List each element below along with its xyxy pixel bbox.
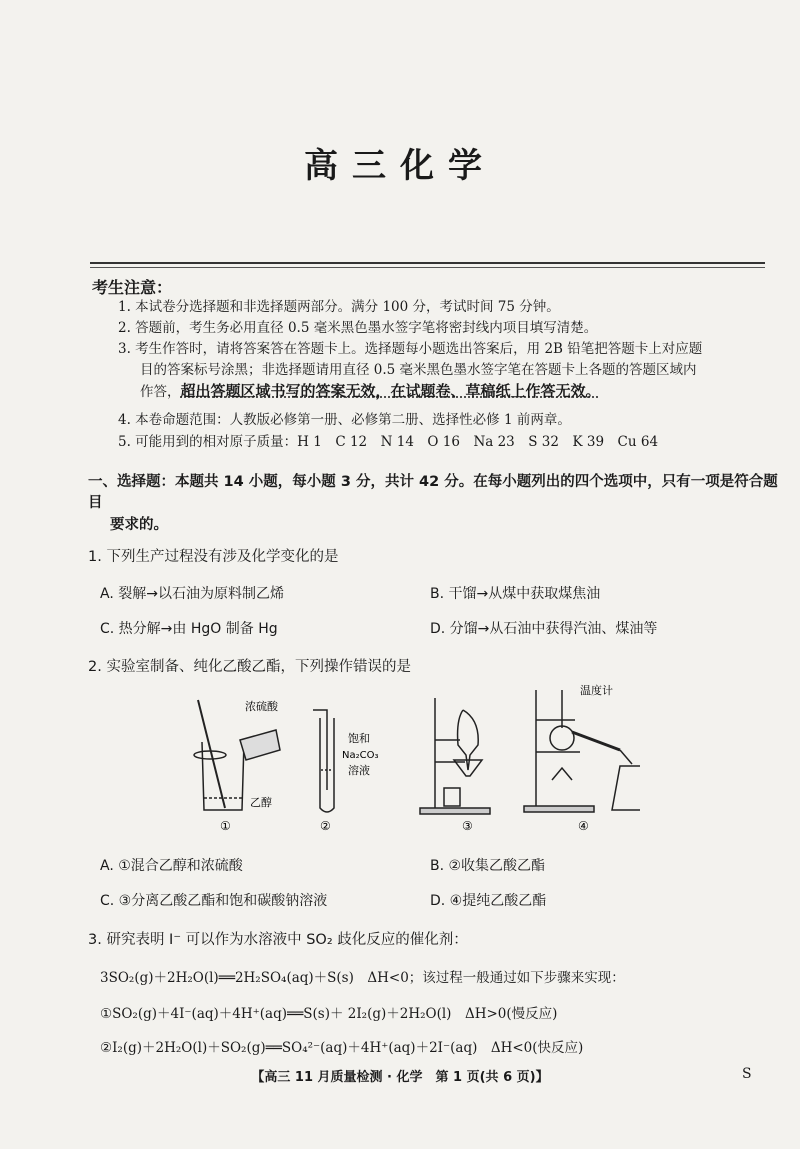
label-ethanol: 乙醇 <box>250 796 272 809</box>
equation-step-2: ②I₂(g)＋2H₂O(l)＋SO₂(g)══SO₄²⁻(aq)＋4H⁺(aq)＋2I⁻(aq) ΔH<0(快反应) <box>100 1040 584 1056</box>
section-heading-cont: 要求的。 <box>110 517 168 533</box>
page-title: 高三化学 <box>304 146 496 186</box>
q1-option-a: A. 裂解→以石油为原料制乙烯 <box>100 586 284 602</box>
equation-step-1: ①SO₂(g)＋4I⁻(aq)＋4H⁺(aq)══S(s)＋ 2I₂(g)＋2H₂O(l) ΔH>0(慢反应) <box>100 1006 558 1022</box>
notice-text: 作答， <box>140 384 181 400</box>
apparatus-3 <box>420 698 490 814</box>
label-thermometer: 温度计 <box>580 684 613 697</box>
divider <box>90 267 765 268</box>
notice-item: 4. 本卷命题范围：人教版必修第一册、必修第二册、选择性必修 1 前两章。 <box>118 412 571 428</box>
q2-option-b: B. ②收集乙酸乙酯 <box>430 858 546 874</box>
question-2-stem: 2. 实验室制备、纯化乙酸乙酯，下列操作错误的是 <box>88 659 411 675</box>
notice-heading: 考生注意： <box>92 278 173 297</box>
label-na2co3: Na₂CO₃ <box>342 750 379 761</box>
equation-overall: 3SO₂(g)＋2H₂O(l)══2H₂SO₄(aq)＋S(s) ΔH<0；该过程一般通过如下步骤来实现： <box>100 970 625 986</box>
divider <box>90 262 765 264</box>
apparatus-1 <box>194 700 280 810</box>
label-conc-sulfuric: 浓硫酸 <box>245 700 278 713</box>
notice-item: 2. 答题前，考生务必用直径 0.5 毫米黑色墨水签字笔将密封线内项目填写清楚。 <box>118 320 598 336</box>
notice-item: 3. 考生作答时，请将答案答在答题卡上。选择题每小题选出答案后，用 2B 铅笔把答题卡上对应题 <box>118 341 703 357</box>
notice-emphasis: 超出答题区域书写的答案无效，在试题卷、草稿纸上作答无效。 <box>180 382 601 400</box>
q2-option-c: C. ③分离乙酸乙酯和饱和碳酸钠溶液 <box>100 893 328 909</box>
label-n2: ② <box>320 819 331 833</box>
question-1-stem: 1. 下列生产过程没有涉及化学变化的是 <box>88 549 339 565</box>
label-solution: 溶液 <box>348 764 370 777</box>
apparatus-4 <box>524 690 640 812</box>
notice-item: 5. 可能用到的相对原子质量：H 1 C 12 N 14 O 16 Na 23 S 32 K 39 Cu 64 <box>118 434 659 450</box>
label-n3: ③ <box>462 819 473 833</box>
notice-item <box>140 381 795 402</box>
q1-option-d: D. 分馏→从石油中获得汽油、煤油等 <box>430 621 658 637</box>
notice-item: 1. 本试卷分选择题和非选择题两部分。满分 100 分，考试时间 75 分钟。 <box>118 299 560 315</box>
label-n1: ① <box>220 819 231 833</box>
corner-mark: S <box>742 1066 752 1082</box>
question-3-stem: 3. 研究表明 I⁻ 可以作为水溶液中 SO₂ 歧化反应的催化剂： <box>88 932 468 948</box>
apparatus-figure <box>180 680 640 840</box>
notice-item: 目的答案标号涂黑；非选择题请用直径 0.5 毫米黑色墨水签字笔在答题卡上各题的答题区域内 <box>140 362 697 378</box>
label-n4: ④ <box>578 819 589 833</box>
section-heading: 一、选择题：本题共 14 小题，每小题 3 分，共计 42 分。在每小题列出的四个选项中，只有一项是符合题目 <box>88 474 778 511</box>
label-saturated: 饱和 <box>348 732 370 745</box>
page-footer: 【高三 11 月质量检测 · 化学 第 1 页(共 6 页)】 <box>251 1070 549 1085</box>
q2-option-d: D. ④提纯乙酸乙酯 <box>430 893 547 909</box>
q1-option-b: B. 干馏→从煤中获取煤焦油 <box>430 586 601 602</box>
q1-option-c: C. 热分解→由 HgO 制备 Hg <box>100 621 278 637</box>
apparatus-2 <box>313 710 334 812</box>
q2-option-a: A. ①混合乙醇和浓硫酸 <box>100 858 243 874</box>
